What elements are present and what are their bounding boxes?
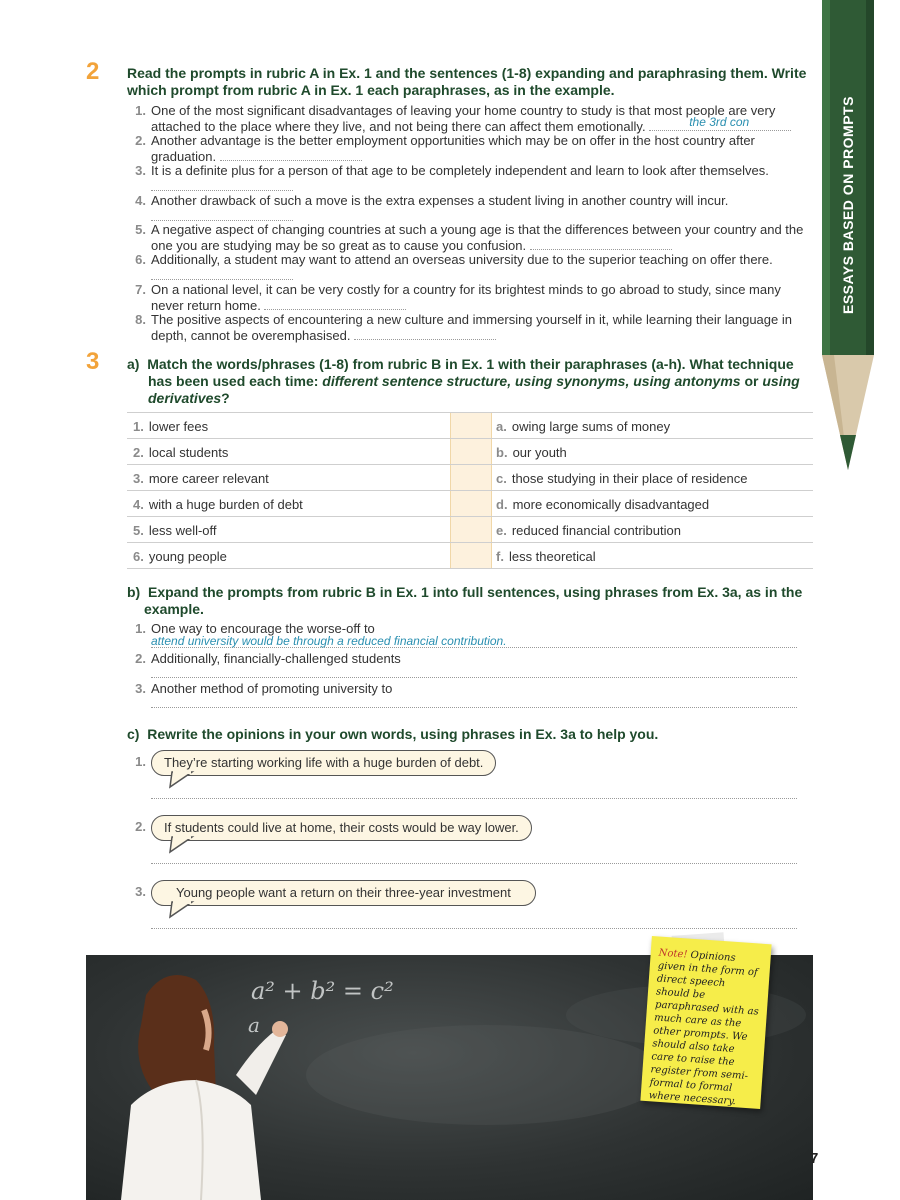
answer-line[interactable] xyxy=(649,115,791,131)
answer-line[interactable] xyxy=(151,267,293,280)
item-text-line2: depth, cannot be overemphasised. xyxy=(151,328,351,343)
instr-text: Rewrite the opinions in your own words, using phrases in Ex. 3a to help you. xyxy=(147,726,659,742)
table-row xyxy=(127,465,813,491)
answer-cell[interactable] xyxy=(450,517,492,542)
chalk-formula: a² + b² = c² xyxy=(251,977,394,1005)
answer-line[interactable] xyxy=(151,863,797,864)
item-number: 5. xyxy=(135,222,146,237)
table-row xyxy=(127,439,813,465)
item-text-line1: The positive aspects of encountering a new culture and immersing yourself in it, while learning their language in xyxy=(151,312,792,327)
item-number: 7. xyxy=(135,282,146,297)
answer-line[interactable] xyxy=(151,208,293,221)
speech-bubble-1 xyxy=(151,750,496,776)
bubble-tail-3 xyxy=(168,901,196,919)
part-label: c) xyxy=(127,726,140,742)
side-tab-label: ESSAYS BASED ON PROMPTS xyxy=(840,96,856,314)
table-row xyxy=(127,412,813,439)
item-text-line1: Additionally, a student may want to attend an overseas university due to the superior teaching on offer there. xyxy=(151,252,773,267)
answer-cell[interactable] xyxy=(450,413,492,438)
item-number: 4. xyxy=(135,193,146,208)
instr-end: ? xyxy=(221,390,230,406)
item-number: 2. xyxy=(135,651,146,666)
note-text: Opinions given in the form of direct speech should be paraphrased with as much care as the other prompts. We should also take care to raise the register from semi-formal to formal where necessary. xyxy=(648,949,760,1108)
item-number: 3. xyxy=(135,681,146,696)
left-cell: 4. with a huge burden of debt xyxy=(133,497,303,512)
item-text-line1: It is a definite plus for a person of that age to be completely independent and learn to look after themselves. xyxy=(151,163,769,178)
item-text-line1: Another drawback of such a move is the extra expenses a student living in another country will incur. xyxy=(151,193,729,208)
answer-line[interactable] xyxy=(264,297,406,310)
ex2-item-5 xyxy=(135,222,816,253)
item-number: 2. xyxy=(135,133,146,148)
table-row xyxy=(127,517,813,543)
answer-line[interactable] xyxy=(151,928,797,929)
answer-text: the 3rd con xyxy=(689,115,750,129)
answer-cell[interactable] xyxy=(450,543,492,568)
right-cell: b. our youth xyxy=(496,445,567,460)
item-text-line1: One of the most significant disadvantages of leaving your home country to study is that most people are very xyxy=(151,103,776,118)
matching-table xyxy=(127,412,813,569)
answer-cell[interactable] xyxy=(450,465,492,490)
item-number: 6. xyxy=(135,252,146,267)
left-cell: 6. young people xyxy=(133,549,227,564)
item-number: 3. xyxy=(135,163,146,178)
quote-text: Young people want a return on their three-year investment xyxy=(176,885,511,900)
page-number: 7 xyxy=(810,1150,819,1167)
ex2-item-6 xyxy=(135,252,816,283)
ex2-item-7 xyxy=(135,282,816,313)
instr-line2: example. xyxy=(144,601,204,617)
exercise-3a-instructions xyxy=(127,356,817,407)
instr-line1: Expand the prompts from rubric B in Ex. 1 into full sentences, using phrases from Ex. 3a, as in the xyxy=(148,584,803,600)
answer-line[interactable] xyxy=(354,327,496,340)
item-text: Additionally, financially-challenged students xyxy=(151,651,401,666)
left-cell: 5. less well-off xyxy=(133,523,217,538)
answer-line[interactable] xyxy=(530,237,672,250)
technique-derivatives: derivatives xyxy=(148,390,222,406)
item-text-line2: attached to the place where they live, and not being there can affect them emotionally. xyxy=(151,119,646,134)
answer-cell[interactable] xyxy=(450,491,492,516)
technique-list: different sentence structure, using synonyms, using antonyms xyxy=(322,373,741,389)
exercise-3c-instructions xyxy=(127,726,817,743)
instr-or: or xyxy=(740,373,763,389)
quote-text: They’re starting working life with a huge burden of debt. xyxy=(164,755,484,770)
instr-line1: Match the words/phrases (1-8) from rubric B in Ex. 1 with their paraphrases (a-h). What technique xyxy=(147,356,794,372)
ex2-item-2 xyxy=(135,133,816,164)
exercise-2-instructions: Read the prompts in rubric A in Ex. 1 and the sentences (1-8) expanding and paraphrasing them. Write which prompt from rubric A in Ex. 1 each paraphrases, as in the example. xyxy=(127,65,807,98)
answer-line[interactable] xyxy=(220,148,362,161)
part-label: a) xyxy=(127,356,140,372)
part-label: b) xyxy=(127,584,141,600)
item-text: Another method of promoting university to xyxy=(151,681,393,696)
bubble-tail-1 xyxy=(168,771,196,789)
ex3b-item-2 xyxy=(135,651,801,666)
right-cell: c. those studying in their place of residence xyxy=(496,471,748,486)
right-cell: a. owing large sums of money xyxy=(496,419,671,434)
item-text-line1: A negative aspect of changing countries at such a young age is that the differences between your country and the xyxy=(151,222,804,237)
answer-line[interactable] xyxy=(151,707,797,708)
left-cell: 3. more career relevant xyxy=(133,471,269,486)
item-number: 1. xyxy=(135,103,146,118)
quote-text: If students could live at home, their costs would be way lower. xyxy=(164,820,519,835)
item-text-line1: On a national level, it can be very costly for a country for its brightest minds to go abroad to study, since many xyxy=(151,282,781,297)
instr-line2: has been used each time: xyxy=(148,373,323,389)
chalk-partial: a xyxy=(248,1013,260,1037)
item-text-line2: graduation. xyxy=(151,149,217,164)
right-cell: d. more economically disadvantaged xyxy=(496,497,710,512)
left-cell: 2. local students xyxy=(133,445,229,460)
exercise-3b-instructions xyxy=(127,584,817,618)
table-row xyxy=(127,543,813,569)
right-cell: e. reduced financial contribution xyxy=(496,523,681,538)
ex2-item-1 xyxy=(135,103,816,134)
right-cell: f. less theoretical xyxy=(496,549,596,564)
note-prefix: Note! xyxy=(658,947,688,961)
answer-line[interactable] xyxy=(151,677,797,678)
ex2-item-4 xyxy=(135,193,816,224)
left-cell: 1. lower fees xyxy=(133,419,209,434)
item-number: 1. xyxy=(135,621,146,636)
ex2-item-8 xyxy=(135,312,816,343)
speech-bubble-3 xyxy=(151,880,536,906)
item-text-line2: never return home. xyxy=(151,298,261,313)
answer-cell[interactable] xyxy=(450,439,492,464)
answer-text: attend university would be through a reduced financial contribution. xyxy=(151,634,507,648)
speech-bubble-2 xyxy=(151,815,532,841)
exercise-2-number: 2 xyxy=(86,58,100,85)
table-row xyxy=(127,491,813,517)
answer-line[interactable] xyxy=(151,798,797,799)
sticky-note xyxy=(640,936,771,1109)
answer-line[interactable] xyxy=(151,178,293,191)
ex3b-item-3 xyxy=(135,681,801,696)
item-text-line2: one you are studying may be so great as to cause you confusion. xyxy=(151,238,527,253)
item-number: 8. xyxy=(135,312,146,327)
exercise-3-number: 3 xyxy=(86,348,100,375)
item-text: One way to encourage the worse-off to xyxy=(151,621,375,636)
item-text-line1: Another advantage is the better employment opportunities which may be on offer in the host country after xyxy=(151,133,755,148)
technique-using: using xyxy=(762,373,800,389)
bubble-tail-2 xyxy=(168,836,196,854)
ex2-item-3 xyxy=(135,163,816,194)
